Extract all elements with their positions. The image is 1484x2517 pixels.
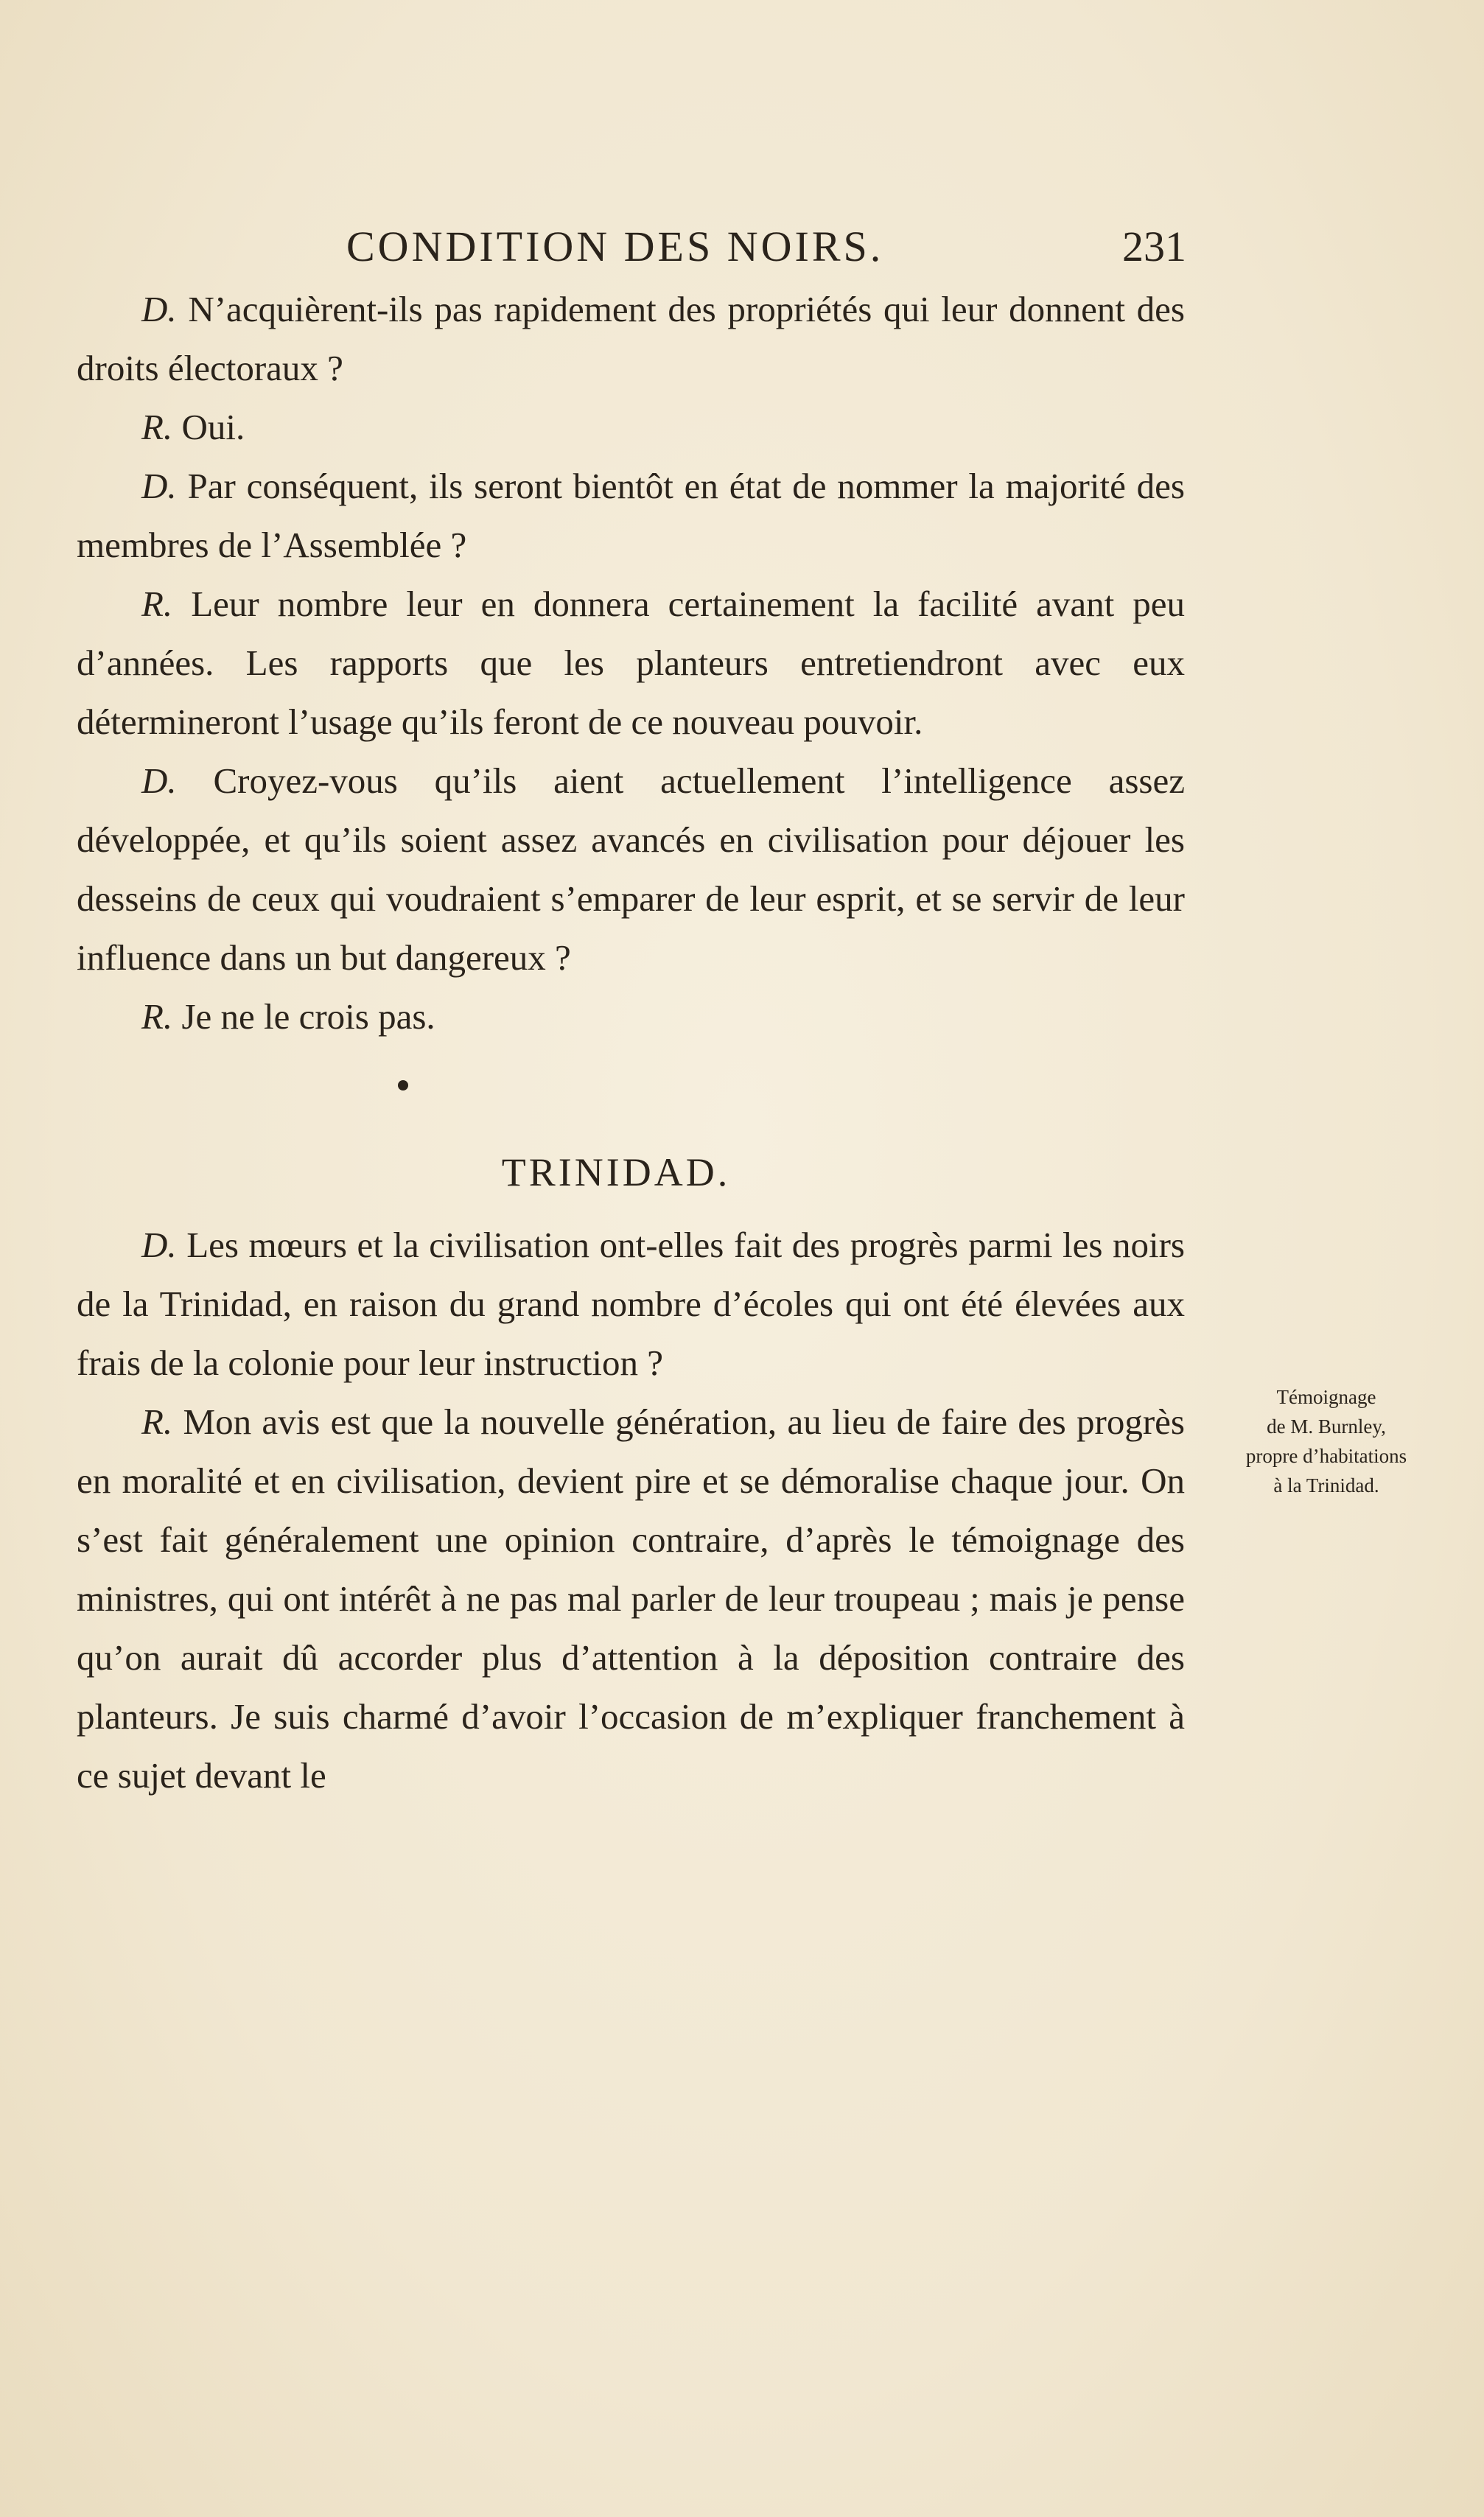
- paragraph-text: Oui.: [172, 407, 245, 447]
- paragraph-text: N’acquièrent-ils pas rapidement des propriétés qui leur donnent des droits électoraux ?: [77, 289, 1185, 388]
- margin-note-line: propre d’habitations: [1245, 1445, 1407, 1467]
- margin-note-line: de M. Burnley,: [1267, 1415, 1386, 1438]
- dialogue-paragraph: [77, 752, 1185, 987]
- dialogue-paragraph: [77, 457, 1185, 575]
- dialogue-paragraph: [77, 398, 1185, 457]
- speaker-label: D.: [141, 760, 177, 801]
- speaker-label: R.: [141, 1401, 173, 1442]
- margin-note-line: à la Trinidad.: [1273, 1474, 1379, 1496]
- bullet-ornament-icon: [398, 1080, 408, 1091]
- paragraph-text: Les mœurs et la civilisation ont-elles fait des progrès parmi les noirs de la Trinidad, en raison du grand nombre d’écoles qui ont été élevées aux frais de la colonie pour leur instruction ?: [77, 1225, 1185, 1383]
- paragraph-text: Je ne le crois pas.: [172, 996, 435, 1037]
- dialogue-paragraph: [77, 280, 1185, 398]
- paragraph-text: Mon avis est que la nouvelle génération, au lieu de faire des progrès en moralité et en civilisation, devient pire et se démoralise chaque jour. On s’est fait généralement une opinion contraire, d’après le témoignage des ministres, qui ont intérêt à ne pas mal parler de leur troupeau ; mais je pense qu’on aurait dû accorder plus d’attention à la déposition contraire des planteurs. Je suis charmé d’avoir l’occasion de m’expliquer franchement à ce sujet devant le: [77, 1401, 1185, 1796]
- dialogue-paragraph: [77, 1393, 1185, 1805]
- margin-note: [1201, 1382, 1452, 1500]
- section-separator: [77, 1046, 1185, 1129]
- dialogue-paragraph: [77, 987, 1185, 1046]
- dialogue-paragraph: [77, 575, 1185, 752]
- speaker-label: D.: [141, 466, 177, 506]
- margin-note-line: Témoignage: [1276, 1386, 1376, 1408]
- speaker-label: R.: [141, 996, 173, 1037]
- speaker-label: D.: [141, 289, 177, 329]
- running-header: [346, 217, 1186, 276]
- speaker-label: D.: [141, 1225, 177, 1265]
- paragraph-text: Par conséquent, ils seront bientôt en état de nommer la majorité des membres de l’Assemblée ?: [77, 466, 1185, 565]
- running-title: CONDITION DES NOIRS.: [346, 223, 884, 270]
- speaker-label: R.: [141, 407, 173, 447]
- section-title: TRINIDAD.: [501, 1150, 731, 1194]
- speaker-label: R.: [141, 584, 173, 624]
- dialogue-after-section: [77, 1216, 1185, 1805]
- dialogue-before-section: [77, 280, 1185, 1046]
- paragraph-text: Leur nombre leur en donnera certainement la facilité avant peu d’années. Les rapports que les planteurs entretiendront avec eux détermineront l’usage qu’ils feront de ce nouveau pouvoir.: [77, 584, 1185, 742]
- paragraph-text: Croyez-vous qu’ils aient actuellement l’intelligence assez développée, et qu’ils soient assez avancés en civilisation pour déjouer les desseins de ceux qui voudraient s’emparer de leur esprit, et se servir de leur influence dans un but dangereux ?: [77, 760, 1185, 978]
- page-number: 231: [1122, 223, 1186, 270]
- body-text: [77, 280, 1185, 1805]
- dialogue-paragraph: [77, 1216, 1185, 1393]
